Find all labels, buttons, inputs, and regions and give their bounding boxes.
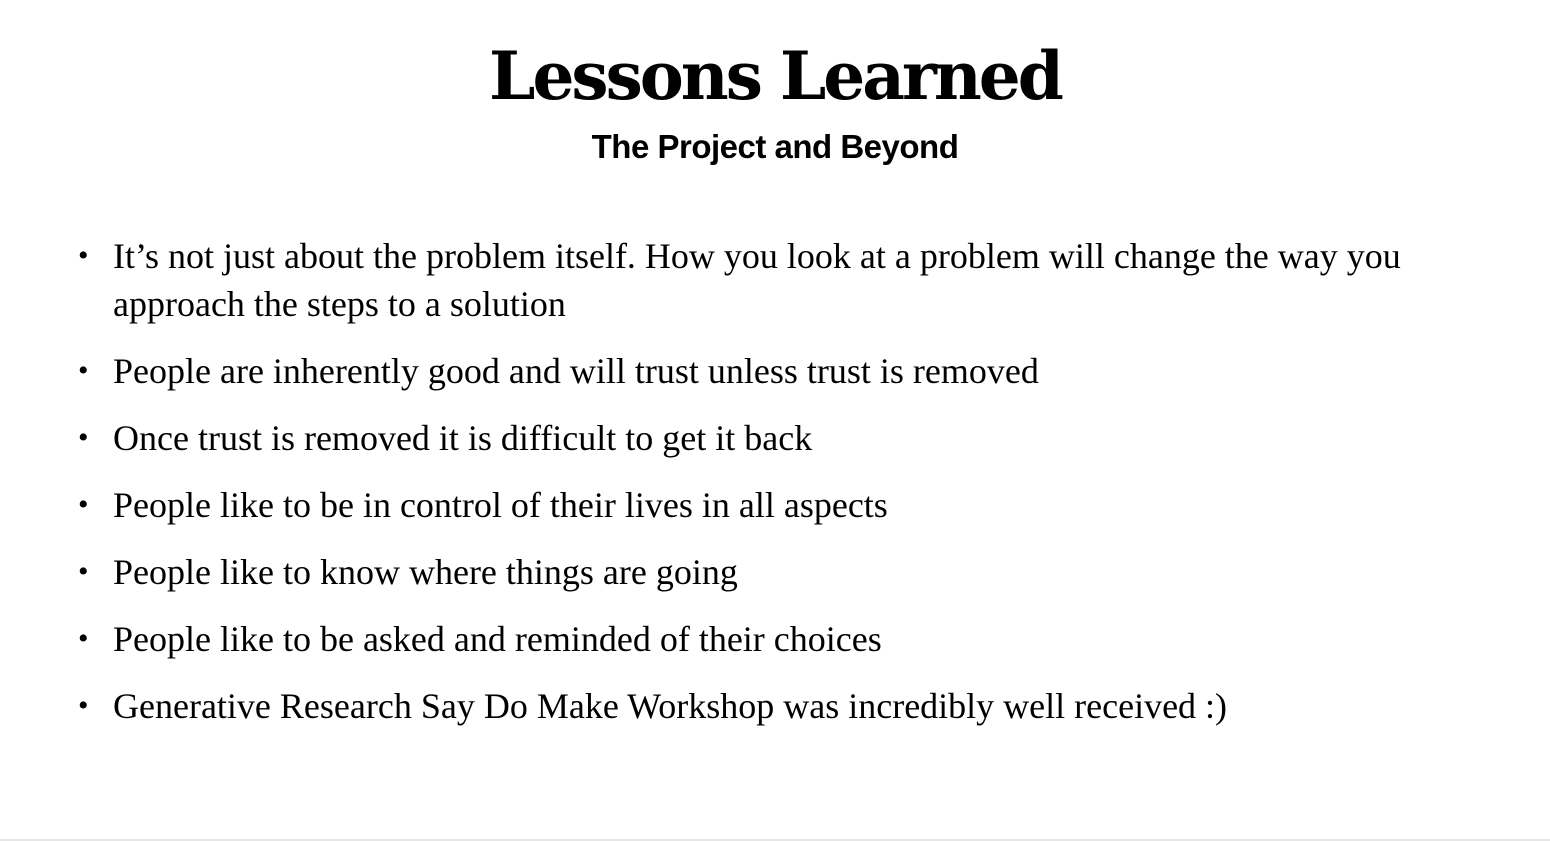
bullet-text: Once trust is removed it is difficult to get it back	[113, 418, 813, 458]
slide-title: Lessons Learned	[489, 37, 1061, 115]
bullet-item	[78, 682, 1478, 730]
bullet-text: Generative Research Say Do Make Workshop was incredibly well received :)	[113, 686, 1228, 726]
bullet-text: People like to be asked and reminded of their choices	[113, 619, 882, 659]
bullet-item	[78, 615, 1478, 663]
bullet-marker: •	[78, 239, 89, 272]
bullet-text: People like to know where things are going	[113, 552, 738, 592]
bullet-item	[78, 232, 1478, 328]
slide-subtitle: The Project and Beyond	[591, 128, 959, 165]
bullet-marker: •	[78, 622, 89, 655]
bullet-item	[78, 481, 1478, 529]
bullet-item	[78, 548, 1478, 596]
bullet-marker: •	[78, 488, 89, 521]
bullet-marker: •	[78, 555, 89, 588]
bullet-item	[78, 414, 1478, 462]
bullet-list	[78, 232, 1478, 749]
bullet-text: People like to be in control of their lives in all aspects	[113, 485, 888, 525]
bullet-text: People are inherently good and will trust unless trust is removed	[113, 351, 1039, 391]
bullet-marker: •	[78, 421, 89, 454]
bullet-marker: •	[78, 689, 89, 722]
bullet-text: It’s not just about the problem itself. How you look at a problem will change the way you approach the steps to a solution	[113, 236, 1401, 324]
bullet-item	[78, 347, 1478, 395]
bullet-marker: •	[78, 354, 89, 387]
